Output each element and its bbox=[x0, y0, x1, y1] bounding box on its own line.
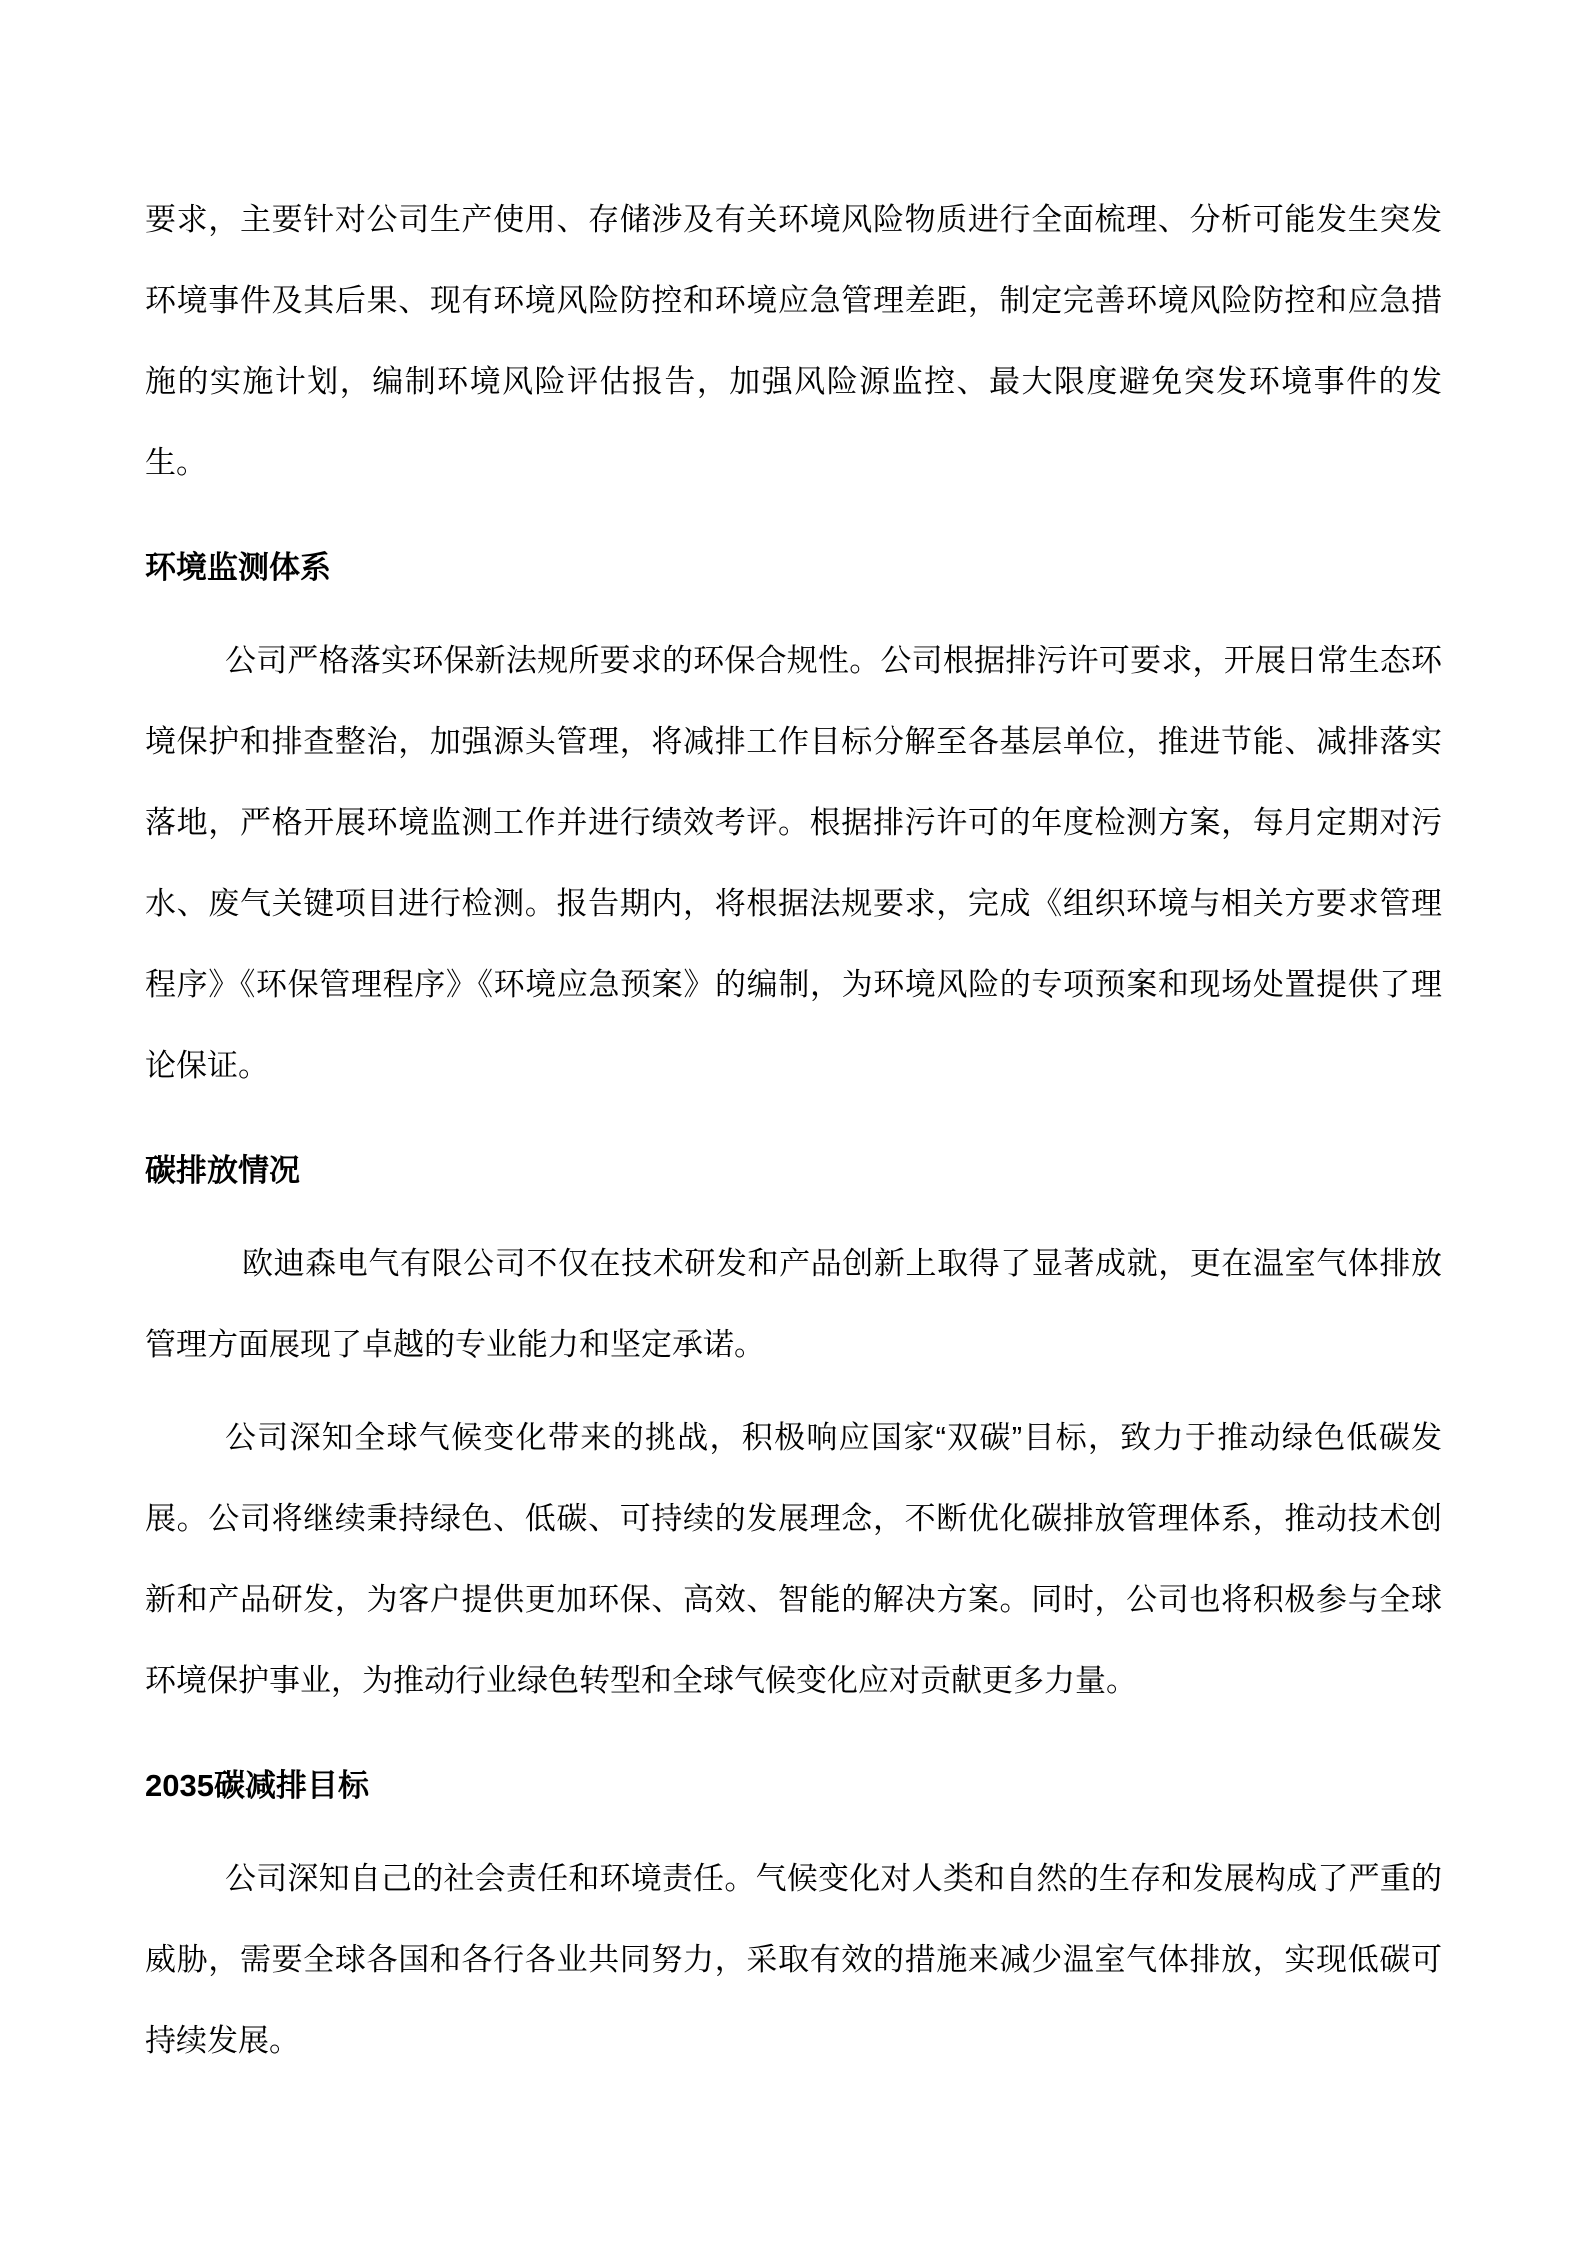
paragraph-monitoring-compliance: 公司严格落实环保新法规所要求的环保合规性。公司根据排污许可要求，开展日常生态环境保护和排查整治，加强源头管理，将减排工作目标分解至各基层单位，推进节能、减排落实落地，严格开展环境监测工作并进行绩效考评。根据排污许可的年度检测方案，每月定期对污水、废气关键项目进行检测。报告期内，将根据法规要求，完成《组织环境与相关方要求管理程序》《环保管理程序》《环境应急预案》的编制，为环境风险的专项预案和现场处置提供了理论保证。 bbox=[145, 643, 1442, 1083]
paragraph-environmental-risk-plan: 要求，主要针对公司生产使用、存储涉及有关环境风险物质进行全面梳理、分析可能发生突发环境事件及其后果、现有环境风险防控和环境应急管理差距，制定完善环境风险防控和应急措施的实施计划，编制环境风险评估报告，加强风险源监控、最大限度避免突发环境事件的发生。 bbox=[145, 202, 1442, 480]
paragraph-company-ghg-commitment: 欧迪森电气有限公司不仅在技术研发和产品创新上取得了显著成就，更在温室气体排放管理方面展现了卓越的专业能力和坚定承诺。 bbox=[145, 1246, 1442, 1362]
heading-2035-carbon-reduction-target: 2035碳减排目标 bbox=[145, 1768, 369, 1803]
paragraph-social-environmental-responsibility: 公司深知自己的社会责任和环境责任。气候变化对人类和自然的生存和发展构成了严重的威胁，需要全球各国和各行各业共同努力，采取有效的措施来减少温室气体排放，实现低碳可持续发展。 bbox=[145, 1861, 1442, 2058]
heading-environmental-monitoring-system: 环境监测体系 bbox=[145, 550, 331, 585]
heading-carbon-emission-status: 碳排放情况 bbox=[145, 1153, 300, 1188]
paragraph-dual-carbon-goals: 公司深知全球气候变化带来的挑战，积极响应国家“双碳”目标，致力于推动绿色低碳发展。公司将继续秉持绿色、低碳、可持续的发展理念，不断优化碳排放管理体系，推动技术创新和产品研发，为客户提供更加环保、高效、智能的解决方案。同时，公司也将积极参与全球环境保护事业，为推动行业绿色转型和全球气候变化应对贡献更多力量。 bbox=[145, 1420, 1442, 1698]
